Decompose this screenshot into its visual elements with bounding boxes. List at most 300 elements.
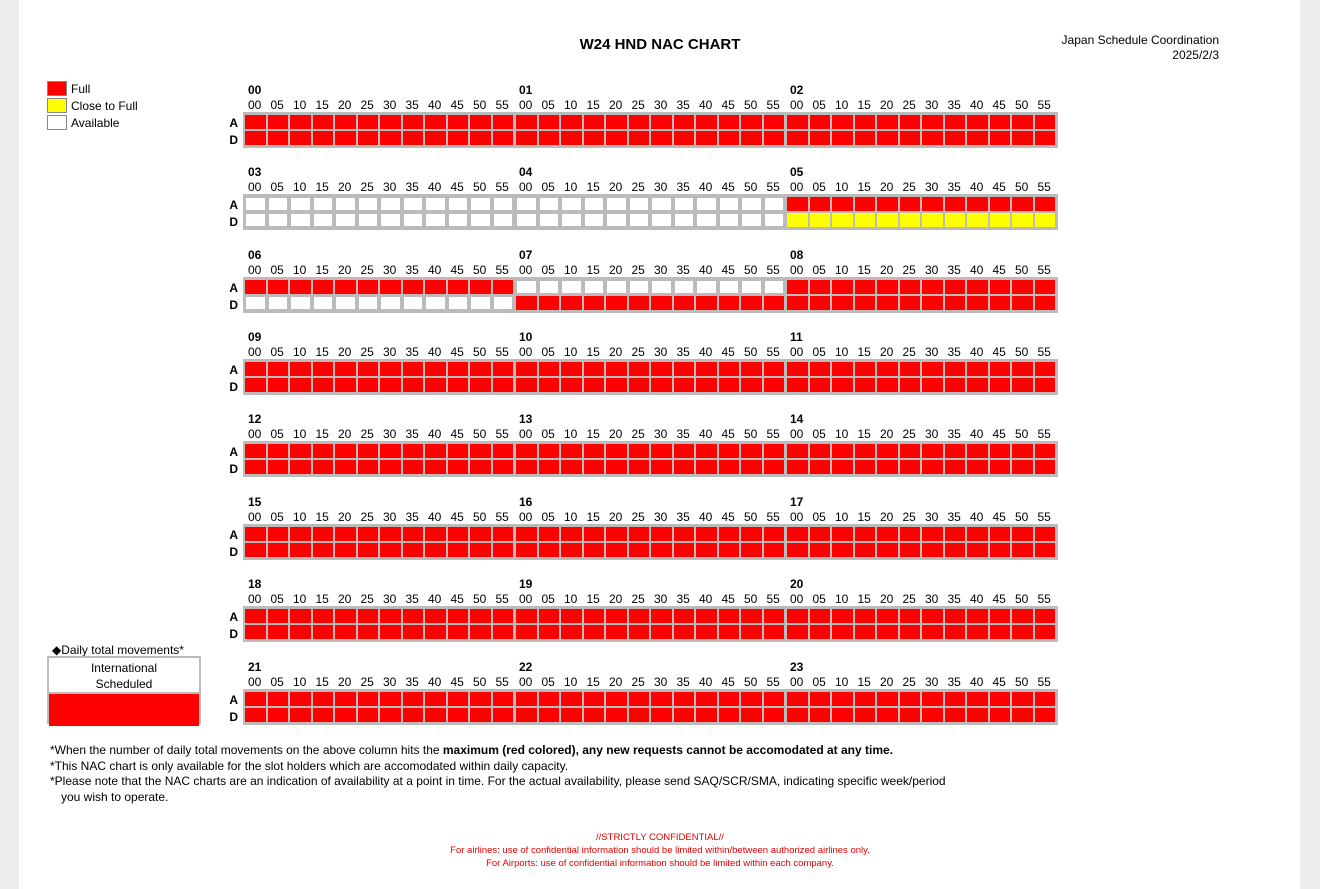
- slot-cell: [403, 378, 424, 392]
- slot-cell: [990, 197, 1011, 211]
- minute-tick-label: 15: [586, 675, 600, 689]
- slot-cell: [787, 197, 808, 211]
- slot-cell: [967, 296, 988, 310]
- slot-cell: [696, 708, 717, 722]
- minute-tick-label: 55: [766, 510, 780, 524]
- slot-cell: [674, 131, 695, 145]
- minute-tick-label: 45: [721, 675, 735, 689]
- slot-cell: [832, 543, 853, 557]
- minute-tick-label: 40: [970, 427, 984, 441]
- slot-cell: [380, 543, 401, 557]
- slot-cell: [719, 692, 740, 706]
- minute-tick-label: 05: [270, 180, 284, 194]
- slot-cell: [787, 444, 808, 458]
- slot-cell: [719, 378, 740, 392]
- slot-cell: [335, 625, 356, 639]
- minute-tick-label: 15: [857, 345, 871, 359]
- slot-cell: [967, 378, 988, 392]
- slot-cell: [539, 197, 560, 211]
- minute-tick-label: 35: [405, 345, 419, 359]
- slot-cell: [268, 543, 289, 557]
- minute-tick-label: 45: [992, 345, 1006, 359]
- arrival-row: [786, 443, 1056, 459]
- slot-cell: [877, 527, 898, 541]
- slot-cell: [493, 213, 514, 227]
- minute-tick-label: 45: [992, 263, 1006, 277]
- minute-ticks: [790, 263, 1060, 277]
- minute-tick-label: 30: [383, 345, 397, 359]
- slot-cell: [1012, 362, 1033, 376]
- minute-tick-label: 55: [766, 263, 780, 277]
- slot-cell: [877, 625, 898, 639]
- minute-tick-label: 10: [564, 98, 578, 112]
- slot-cell: [425, 609, 446, 623]
- minute-tick-label: 00: [248, 427, 262, 441]
- slot-cell: [403, 115, 424, 129]
- slot-cell: [696, 362, 717, 376]
- hour-label: 08: [790, 248, 804, 262]
- departure-row: [786, 707, 1056, 723]
- minute-tick-label: 25: [902, 592, 916, 606]
- minute-tick-label: 30: [925, 180, 939, 194]
- arrival-row: [515, 608, 785, 624]
- slot-cell: [561, 296, 582, 310]
- slot-cell: [945, 213, 966, 227]
- slot-cell: [764, 131, 785, 145]
- minute-tick-label: 10: [293, 263, 307, 277]
- minute-tick-label: 45: [450, 510, 464, 524]
- slot-cell: [313, 362, 334, 376]
- row-label-arrival: A: [229, 198, 238, 212]
- minute-ticks: [790, 675, 1060, 689]
- slot-cell: [967, 444, 988, 458]
- minute-tick-label: 20: [338, 592, 352, 606]
- slot-cell: [855, 625, 876, 639]
- slot-cell: [470, 708, 491, 722]
- slot-cell: [313, 543, 334, 557]
- slot-cell: [764, 378, 785, 392]
- slot-cell: [900, 197, 921, 211]
- slot-cell: [764, 213, 785, 227]
- minute-tick-label: 40: [970, 263, 984, 277]
- slot-cell: [561, 131, 582, 145]
- slot-cell: [855, 609, 876, 623]
- minute-tick-label: 50: [1015, 180, 1029, 194]
- slot-cell: [584, 362, 605, 376]
- minute-tick-label: 30: [925, 675, 939, 689]
- hour-label: 00: [248, 83, 262, 97]
- slot-cell: [335, 115, 356, 129]
- slot-cell: [470, 460, 491, 474]
- slot-cell: [1012, 609, 1033, 623]
- slot-cell: [990, 378, 1011, 392]
- minute-tick-label: 45: [450, 180, 464, 194]
- minute-ticks: [519, 510, 789, 524]
- minute-tick-label: 00: [519, 180, 533, 194]
- minute-tick-label: 20: [880, 427, 894, 441]
- slot-cell: [1035, 625, 1056, 639]
- minute-tick-label: 30: [925, 427, 939, 441]
- slot-cell: [516, 362, 537, 376]
- slot-cell: [245, 460, 266, 474]
- slot-cell: [877, 197, 898, 211]
- minute-tick-label: 40: [699, 98, 713, 112]
- arrival-row: [515, 361, 785, 377]
- slot-cell: [810, 692, 831, 706]
- slot-cell: [990, 460, 1011, 474]
- row-label-departure: D: [229, 545, 238, 559]
- slot-cell: [945, 609, 966, 623]
- minute-tick-label: 10: [835, 263, 849, 277]
- minute-tick-label: 45: [992, 180, 1006, 194]
- arrival-row: [244, 114, 514, 130]
- minute-tick-label: 40: [699, 180, 713, 194]
- slot-cell: [425, 460, 446, 474]
- slot-cell: [313, 280, 334, 294]
- slot-cell: [245, 692, 266, 706]
- slot-cell: [539, 296, 560, 310]
- slot-cell: [967, 460, 988, 474]
- hour-label: 05: [790, 165, 804, 179]
- slot-cell: [1035, 444, 1056, 458]
- slot-cell: [719, 131, 740, 145]
- slot-cell: [832, 527, 853, 541]
- slot-cell: [584, 213, 605, 227]
- legend-label-close-to-full: Close to Full: [71, 98, 138, 113]
- minute-ticks: [790, 180, 1060, 194]
- minute-tick-label: 35: [676, 180, 690, 194]
- arrival-row: [515, 196, 785, 212]
- minute-tick-label: 00: [519, 592, 533, 606]
- slot-cell: [990, 213, 1011, 227]
- slot-cell: [674, 280, 695, 294]
- minute-tick-label: 10: [293, 98, 307, 112]
- legend-swatch-close-to-full: [47, 98, 67, 113]
- slot-cell: [967, 708, 988, 722]
- minute-tick-label: 15: [586, 98, 600, 112]
- slot-cell: [629, 708, 650, 722]
- slot-cell: [539, 213, 560, 227]
- slot-cell: [425, 131, 446, 145]
- minute-tick-label: 10: [835, 675, 849, 689]
- minute-tick-label: 05: [812, 263, 826, 277]
- slot-cell: [448, 708, 469, 722]
- slot-cell: [696, 692, 717, 706]
- slot-cell: [358, 280, 379, 294]
- minute-tick-label: 20: [609, 592, 623, 606]
- slot-cell: [900, 213, 921, 227]
- organization-name: Japan Schedule Coordination: [1061, 33, 1219, 47]
- slot-cell: [335, 692, 356, 706]
- slot-cell: [584, 296, 605, 310]
- note-3: *Please note that the NAC charts are an indication of availability at a point in time. For the actual availability, please send SAQ/SCR/SMA, indicating specific week/period: [50, 774, 946, 788]
- slot-cell: [651, 527, 672, 541]
- slot-cell: [651, 131, 672, 145]
- minute-tick-label: 10: [293, 345, 307, 359]
- slot-cell: [990, 115, 1011, 129]
- minute-tick-label: 50: [744, 180, 758, 194]
- slot-cell: [877, 280, 898, 294]
- minute-tick-label: 50: [1015, 675, 1029, 689]
- hour-label: 06: [248, 248, 262, 262]
- slot-cell: [990, 692, 1011, 706]
- slot-cell: [990, 131, 1011, 145]
- organization-block: [1000, 33, 1219, 63]
- slot-cell: [719, 625, 740, 639]
- minute-tick-label: 25: [360, 675, 374, 689]
- slot-cell: [358, 708, 379, 722]
- minute-tick-label: 35: [676, 263, 690, 277]
- slot-cell: [629, 213, 650, 227]
- slot-cell: [268, 527, 289, 541]
- minute-tick-label: 00: [248, 98, 262, 112]
- slot-cell: [1035, 460, 1056, 474]
- slot-cell: [877, 692, 898, 706]
- row-label-departure: D: [229, 627, 238, 641]
- minute-tick-label: 20: [880, 675, 894, 689]
- minute-tick-label: 35: [405, 675, 419, 689]
- slot-cell: [629, 197, 650, 211]
- arrival-row: [515, 443, 785, 459]
- departure-row: [786, 459, 1056, 475]
- minute-tick-label: 20: [609, 180, 623, 194]
- slot-cell: [674, 460, 695, 474]
- slot-cell: [674, 197, 695, 211]
- minute-ticks: [248, 180, 518, 194]
- slot-cell: [606, 609, 627, 623]
- slot-cell: [516, 444, 537, 458]
- minute-tick-label: 05: [270, 263, 284, 277]
- slot-cell: [674, 692, 695, 706]
- minute-ticks: [790, 345, 1060, 359]
- slot-cell: [448, 609, 469, 623]
- minute-tick-label: 20: [609, 98, 623, 112]
- slot-cell: [787, 213, 808, 227]
- minute-ticks: [790, 592, 1060, 606]
- slot-cell: [1012, 543, 1033, 557]
- slot-cell: [470, 543, 491, 557]
- slot-cell: [425, 543, 446, 557]
- minute-ticks: [790, 510, 1060, 524]
- document-date: 2025/2/3: [1172, 48, 1219, 62]
- minute-tick-label: 00: [248, 675, 262, 689]
- departure-row: [786, 542, 1056, 558]
- minute-tick-label: 25: [902, 675, 916, 689]
- slot-cell: [493, 115, 514, 129]
- minute-tick-label: 15: [315, 345, 329, 359]
- minute-tick-label: 25: [631, 180, 645, 194]
- note-2: *This NAC chart is only available for the slot holders which are accomodated within daily capacity.: [50, 758, 569, 773]
- slot-cell: [335, 131, 356, 145]
- slot-cell: [855, 708, 876, 722]
- minute-tick-label: 00: [519, 675, 533, 689]
- minute-tick-label: 40: [970, 510, 984, 524]
- minute-tick-label: 35: [405, 180, 419, 194]
- minute-tick-label: 10: [564, 675, 578, 689]
- minute-tick-label: 10: [835, 180, 849, 194]
- minute-ticks: [248, 98, 518, 112]
- minute-tick-label: 25: [360, 263, 374, 277]
- slot-cell: [1035, 609, 1056, 623]
- minute-tick-label: 55: [1037, 263, 1051, 277]
- slot-cell: [967, 543, 988, 557]
- minute-tick-label: 25: [631, 592, 645, 606]
- minute-tick-label: 05: [541, 345, 555, 359]
- departure-row: [786, 295, 1056, 311]
- slot-cell: [290, 296, 311, 310]
- slot-cell: [539, 543, 560, 557]
- slot-cell: [741, 543, 762, 557]
- minute-tick-label: 15: [315, 180, 329, 194]
- legend-item-close-to-full: [47, 97, 138, 114]
- minute-tick-label: 55: [495, 263, 509, 277]
- minute-tick-label: 30: [654, 180, 668, 194]
- slot-cell: [584, 543, 605, 557]
- slot-cell: [787, 296, 808, 310]
- slot-cell: [584, 460, 605, 474]
- slot-cell: [629, 625, 650, 639]
- slot-cell: [493, 543, 514, 557]
- slot-cell: [877, 444, 898, 458]
- minute-tick-label: 40: [428, 180, 442, 194]
- departure-row: [786, 624, 1056, 640]
- minute-tick-label: 55: [495, 427, 509, 441]
- slot-cell: [719, 460, 740, 474]
- slot-cell: [990, 625, 1011, 639]
- slot-cell: [584, 280, 605, 294]
- slot-cell: [855, 527, 876, 541]
- row-label-departure: D: [229, 710, 238, 724]
- departure-row: [515, 542, 785, 558]
- slot-cell: [493, 378, 514, 392]
- confidential-airlines: For airlines: use of confidential information should be limited within/between authorized airlines only.: [450, 845, 870, 856]
- row-label-departure: D: [229, 215, 238, 229]
- minute-tick-label: 55: [495, 180, 509, 194]
- slot-cell: [606, 280, 627, 294]
- legend-swatch-full: [47, 81, 67, 96]
- slot-cell: [900, 378, 921, 392]
- slot-cell: [967, 197, 988, 211]
- slot-cell: [1035, 543, 1056, 557]
- slot-cell: [764, 280, 785, 294]
- minute-tick-label: 55: [495, 675, 509, 689]
- slot-cell: [696, 543, 717, 557]
- slot-cell: [425, 527, 446, 541]
- slot-cell: [493, 609, 514, 623]
- slot-cell: [561, 378, 582, 392]
- slot-cell: [741, 460, 762, 474]
- slot-cell: [1012, 131, 1033, 145]
- slot-cell: [945, 131, 966, 145]
- minute-tick-label: 20: [880, 510, 894, 524]
- hour-label: 01: [519, 83, 533, 97]
- row-label-departure: D: [229, 462, 238, 476]
- minute-tick-label: 35: [947, 675, 961, 689]
- slot-cell: [313, 609, 334, 623]
- minute-tick-label: 20: [338, 180, 352, 194]
- minute-tick-label: 15: [857, 675, 871, 689]
- minute-tick-label: 05: [541, 98, 555, 112]
- slot-cell: [516, 280, 537, 294]
- slot-cell: [380, 708, 401, 722]
- slot-cell: [561, 625, 582, 639]
- minute-tick-label: 35: [947, 180, 961, 194]
- minute-tick-label: 40: [699, 592, 713, 606]
- slot-cell: [335, 362, 356, 376]
- minute-tick-label: 35: [947, 592, 961, 606]
- slot-cell: [651, 444, 672, 458]
- slot-cell: [1012, 115, 1033, 129]
- slot-cell: [380, 692, 401, 706]
- slot-cell: [877, 131, 898, 145]
- slot-cell: [245, 197, 266, 211]
- slot-cell: [877, 362, 898, 376]
- row-label-arrival: A: [229, 445, 238, 459]
- slot-cell: [832, 131, 853, 145]
- minute-tick-label: 35: [405, 427, 419, 441]
- slot-cell: [922, 708, 943, 722]
- minute-tick-label: 05: [812, 675, 826, 689]
- minute-tick-label: 05: [270, 427, 284, 441]
- minute-tick-label: 30: [925, 592, 939, 606]
- slot-cell: [764, 197, 785, 211]
- minute-tick-label: 05: [812, 180, 826, 194]
- minute-tick-label: 35: [405, 98, 419, 112]
- minute-tick-label: 00: [248, 263, 262, 277]
- arrival-row: [244, 361, 514, 377]
- slot-cell: [922, 280, 943, 294]
- slot-cell: [696, 609, 717, 623]
- minute-ticks: [519, 98, 789, 112]
- slot-cell: [1035, 708, 1056, 722]
- slot-cell: [470, 444, 491, 458]
- minute-tick-label: 55: [495, 345, 509, 359]
- slot-cell: [425, 197, 446, 211]
- slot-cell: [764, 444, 785, 458]
- slot-cell: [493, 708, 514, 722]
- minute-tick-label: 45: [450, 98, 464, 112]
- minute-tick-label: 15: [315, 675, 329, 689]
- slot-cell: [832, 460, 853, 474]
- minute-tick-label: 40: [428, 510, 442, 524]
- arrival-row: [244, 279, 514, 295]
- slot-cell: [810, 460, 831, 474]
- minute-tick-label: 05: [270, 98, 284, 112]
- minute-tick-label: 15: [315, 263, 329, 277]
- slot-cell: [990, 296, 1011, 310]
- slot-cell: [945, 625, 966, 639]
- slot-cell: [629, 131, 650, 145]
- slot-cell: [922, 131, 943, 145]
- slot-cell: [290, 444, 311, 458]
- slot-cell: [764, 527, 785, 541]
- minute-ticks: [519, 345, 789, 359]
- slot-cell: [516, 378, 537, 392]
- slot-cell: [855, 362, 876, 376]
- arrival-row: [786, 196, 1056, 212]
- minute-tick-label: 45: [721, 263, 735, 277]
- arrival-row: [515, 279, 785, 295]
- slot-cell: [1035, 197, 1056, 211]
- minute-tick-label: 20: [338, 675, 352, 689]
- minute-tick-label: 55: [766, 427, 780, 441]
- minute-tick-label: 50: [473, 345, 487, 359]
- minute-tick-label: 10: [293, 675, 307, 689]
- minute-tick-label: 05: [270, 592, 284, 606]
- slot-cell: [900, 296, 921, 310]
- minute-tick-label: 25: [360, 98, 374, 112]
- slot-cell: [787, 378, 808, 392]
